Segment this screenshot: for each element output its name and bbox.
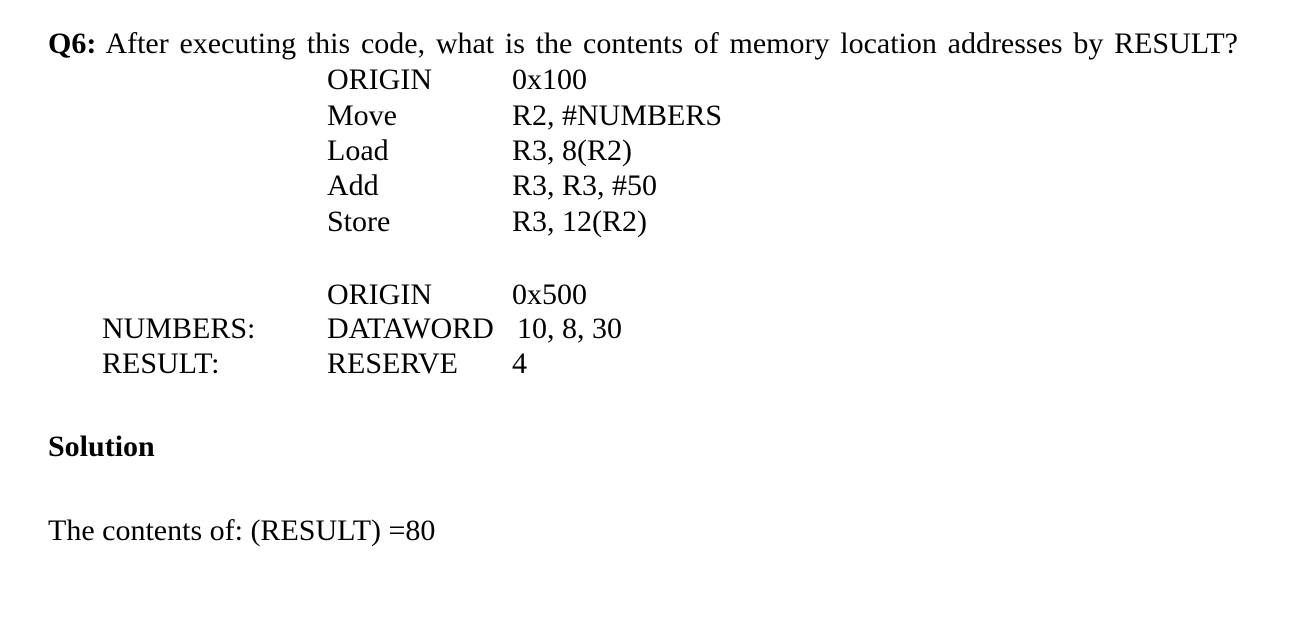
- code-op: DATAWORD: [327, 312, 494, 345]
- code-args: R3, R3, #50: [512, 169, 658, 202]
- code-op: Store: [327, 205, 391, 238]
- code-op: Add: [327, 169, 379, 202]
- question-number: Q6:: [48, 27, 97, 60]
- code-label: RESULT:: [102, 347, 220, 380]
- code-args: 0x500: [512, 278, 587, 311]
- code-op: RESERVE: [327, 347, 458, 380]
- question-text: [48, 26, 1238, 62]
- code-args: 0x100: [512, 63, 587, 96]
- code-label: NUMBERS:: [102, 312, 256, 345]
- question-body: After executing this code, what is the contents of memory location addresses by RESULT?: [105, 27, 1238, 60]
- solution-heading: Solution: [48, 430, 155, 463]
- code-args: 4: [512, 347, 527, 380]
- solution-answer: The contents of: (RESULT) =80: [48, 514, 436, 547]
- code-op: Move: [327, 99, 397, 132]
- code-op: ORIGIN: [327, 278, 432, 311]
- code-args: R3, 12(R2): [512, 205, 647, 238]
- code-args: R3, 8(R2): [512, 134, 632, 167]
- code-args: R2, #NUMBERS: [512, 99, 723, 132]
- code-op: Load: [327, 134, 389, 167]
- code-args: 10, 8, 30: [517, 312, 622, 345]
- code-op: ORIGIN: [327, 63, 432, 96]
